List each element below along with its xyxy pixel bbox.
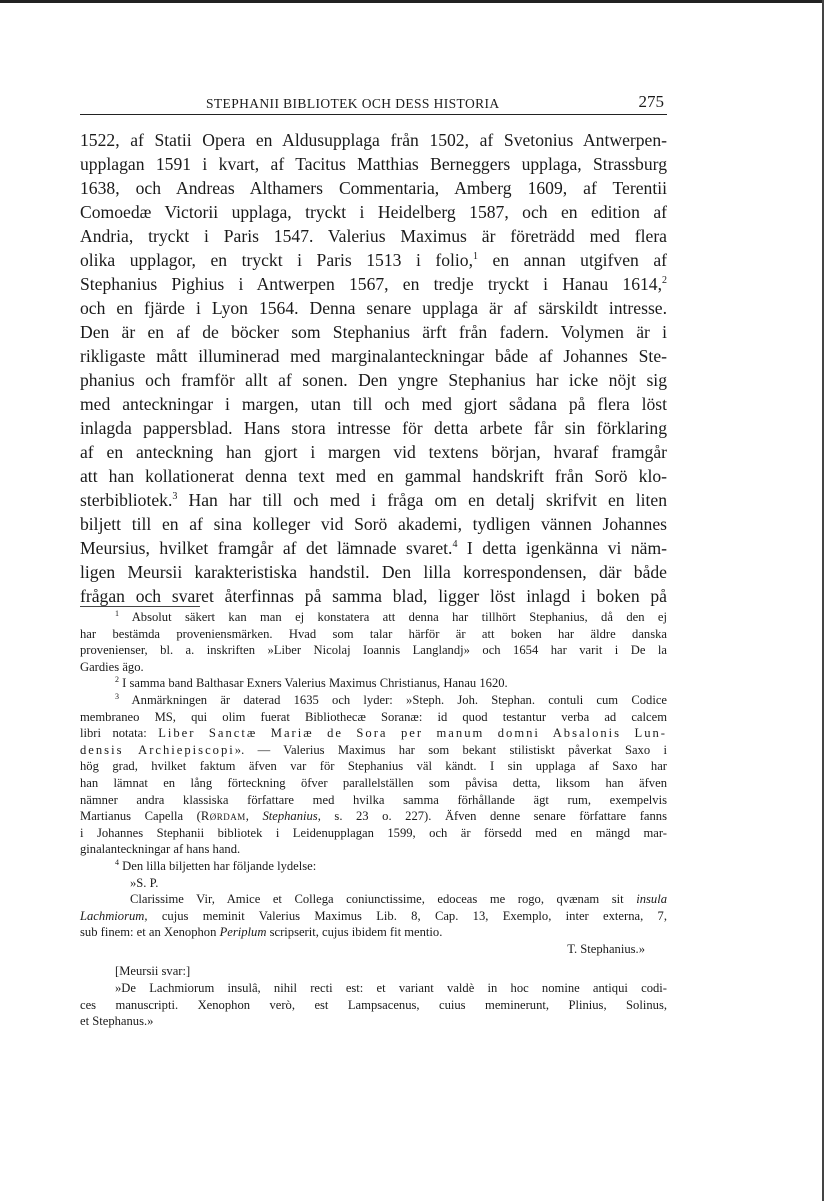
text-line: rikligaste mått illuminerad med marginalanteckningar både af Johannes Ste-	[80, 346, 667, 366]
header-rule	[80, 114, 667, 115]
footnote-3-line: nämner andra klassiska författare med hvilka samma förhållande ägt rum, exempelvis	[80, 792, 667, 807]
text-line: ligen Meursii karakteristiska handstil. Den lilla korrespondensen, där både	[80, 562, 667, 582]
text-line: Meursius, hvilket framgår af det lämnade svaret.$^4$ I detta igenkänna vi näm-	[80, 538, 668, 558]
footnote-ref: 2	[662, 275, 667, 286]
footnote-ref: 4	[452, 539, 458, 550]
main-text	[80, 128, 667, 608]
letter-salutation: »S. P.	[130, 875, 159, 890]
text-line: frågan och svaret återfinnas på samma blad, ligger löst inlagd i boken på	[80, 586, 667, 606]
footnote-3-line: i Johannes Stephanii bibliotek i Leidenupplagan 1599, och är försedd med en mängd mar-	[80, 825, 667, 840]
reply-line: ces manuscripti. Xenophon verò, est Lampsacenus, cuius meminerunt, Plinius, Solinus,	[80, 997, 667, 1012]
text-line: att han kollationerat denna text med en gammal handskrift från Sorö klo-	[80, 466, 667, 486]
reply-line: »De Lachmiorum insulâ, nihil recti est: et variant valdè in hoc nomine antiqui codi-	[115, 981, 667, 996]
text-line: och en fjärde i Lyon 1564. Denna senare upplaga är af särskildt intresse.	[80, 298, 667, 318]
footnote-1-line: $^1$ Absolut säkert kan man ej konstatera att denna har tillhört Stephanius, då den ej	[115, 609, 667, 624]
text-line: af en anteckning han gjort i margen vid textens början, hvaraf framgår	[80, 442, 667, 462]
footnote-number: 1	[115, 609, 119, 618]
text-line: inlagda pappersblad. Hans stora intresse för detta arbete får sin förklaring	[80, 418, 667, 438]
footnote-3-line: hög grad, hvilket faktum äfven var för Stephanius väl kändt. I sin upplaga af Saxo har	[80, 759, 667, 774]
text-line: med anteckningar i margen, utan till och med gjort sådana på flera löst	[80, 394, 667, 414]
text-line: biljett till en af sina kolleger vid Sorö akademi, tydligen vännen Johannes	[80, 514, 667, 534]
text-line: phanius och framför allt af sonen. Den yngre Stephanius har icke nöjt sig	[80, 370, 667, 390]
text-line: olika upplagor, en tryckt i Paris 1513 i folio,$^1$ en annan utgifven af	[80, 250, 668, 270]
footnote-1-line: provenienser, bl. a. inskriften »Liber Nicolaj Ioannis Langlandj» och 1654 har varit i De la	[80, 643, 667, 658]
footnote-3-line: han lämnat en lång förteckning öfver parallelställen som påvisa detta, liksom han äfven	[80, 775, 667, 790]
page-number: 275	[638, 92, 664, 111]
running-title: STEPHANII BIBLIOTEK OCH DESS HISTORIA	[206, 96, 500, 111]
footnote-number: 4	[115, 857, 119, 867]
footnote-number: 3	[115, 691, 119, 701]
footnote-rule	[80, 606, 200, 607]
text-line: Stephanius Pighius i Antwerpen 1567, en tredje tryckt i Hanau 1614,$^2$	[80, 274, 667, 294]
letter-line: sub finem: et an Xenophon Periplum scripserit, cujus ibidem fit mentio.	[80, 925, 443, 940]
footnote-ref: 1	[473, 251, 478, 262]
letter-signature: T. Stephanius.»	[567, 941, 645, 956]
reply-line: et Stephanus.»	[80, 1014, 154, 1029]
footnote-3-line: libri notata: Liber Sanctæ Mariæ de Sora per manum domni Absalonis Lun-	[80, 726, 668, 741]
text-line: 1522, af Statii Opera en Aldusupplaga från 1502, af Svetonius Antwerpen-	[80, 130, 667, 150]
footnote-3-line: ginalanteckningar af hans hand.	[80, 842, 241, 857]
running-header	[80, 93, 667, 117]
text-line: upplagan 1591 i kvart, af Tacitus Matthias Berneggers upplaga, Strassburg	[80, 154, 667, 174]
text-line: Den är en af de böcker som Stephanius ärft från fadern. Volymen är i	[80, 322, 667, 342]
letter-line: Lachmiorum, cujus meminit Valerius Maximus Lib. 8, Cap. 13, Exemplo, inter externa, 7,	[80, 908, 667, 923]
footnote-3-line: Martianus Capella (Rørdam, Stephanius, s. 23 o. 227). Äfven denne senare författare fanns	[80, 809, 667, 824]
footnote-4-line: $^4$ Den lilla biljetten har följande lydelse:	[115, 857, 317, 873]
footnote-3-line: $^3$ Anmärkningen är daterad 1635 och lyder: »Steph. Joh. Stephan. contuli cum Codice	[115, 691, 667, 707]
text-line: Comoedæ Victorii upplaga, tryckt i Heidelberg 1587, och en edition af	[80, 202, 667, 222]
letter-line: Clarissime Vir, Amice et Collega coniunctissime, edoceas me rogo, qvænam sit insula	[130, 892, 667, 907]
footnote-ref: 3	[172, 491, 178, 502]
scan-top-edge	[0, 0, 824, 3]
footnote-number: 2	[115, 675, 119, 685]
footnote-3-line: densis Archiepiscopi». — Valerius Maximus har som bekant stilistiskt påverkat Saxo i	[80, 742, 667, 757]
footnote-2-line: $^2$ I samma band Balthasar Exners Valerius Maximus Christianus, Hanau 1620.	[115, 675, 508, 691]
footnote-3-line: membraneo MS, qui olim fuerat Bibliothecæ Soranæ: id quod testantur verba ad calcem	[80, 709, 667, 724]
text-line: sterbibliotek.$^3$ Han har till och med i fråga om en detalj skrifvit en liten	[80, 490, 667, 510]
text-line: 1638, och Andreas Althamers Commentaria, Amberg 1609, af Terentii	[80, 178, 667, 198]
footnotes	[80, 609, 667, 1030]
text-line: Andria, tryckt i Paris 1547. Valerius Maximus är företrädd med flera	[80, 226, 667, 246]
reply-label: [Meursii svar:]	[115, 964, 191, 979]
footnote-1-line: har bestämda proveniensmärken. Hvad som talar härför är att boken har äldre danska	[80, 626, 667, 641]
footnote-1-line: Gardies ägo.	[80, 659, 144, 674]
